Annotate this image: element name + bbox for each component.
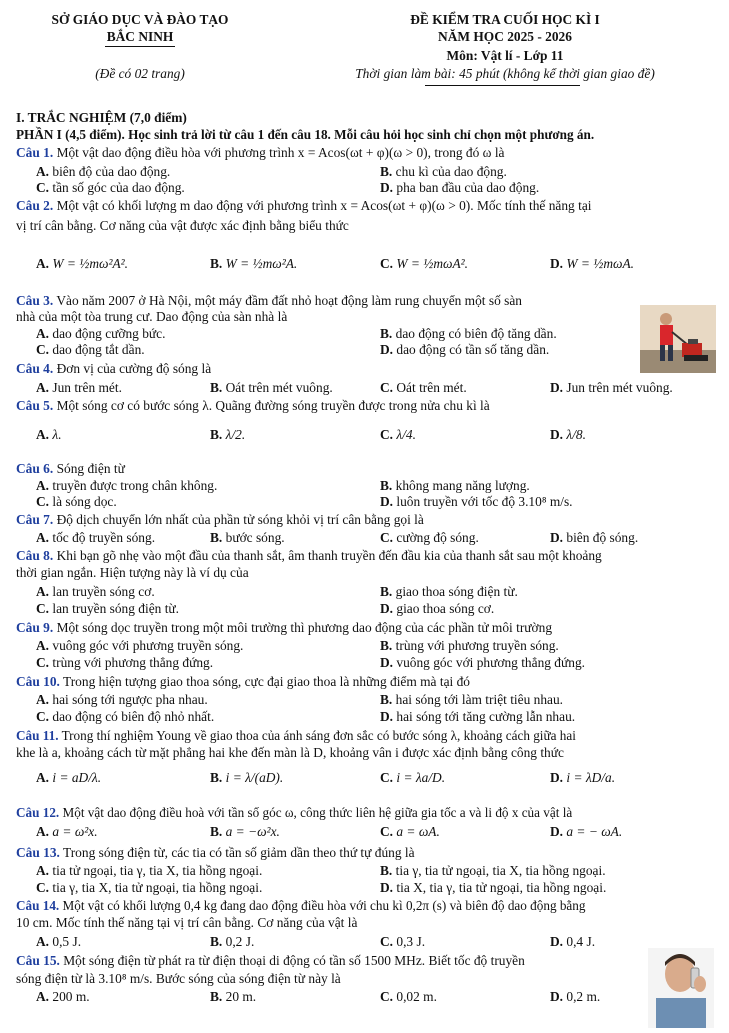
question-label: Câu 1. [16,145,54,160]
question-3-cont: nhà của một tòa trung cư. Dao động của sàn nhà là [16,309,288,324]
q2-option-b[interactable]: B. W = ½mω²A. [210,256,298,271]
q11-option-b[interactable]: B. i = λ/(aD). [210,770,284,785]
q11-option-a[interactable]: A. i = aD/λ. [36,770,102,785]
question-4: Câu 4. Đơn vị của cường độ sóng là [16,361,212,376]
q6-option-b[interactable]: B. không mang năng lượng. [380,478,530,493]
q5-option-d[interactable]: D. λ/8. [550,427,586,442]
q12-option-a[interactable]: A. a = ω²x. [36,824,98,839]
q2-option-c[interactable]: C. W = ½mωA². [380,256,468,271]
q1-option-a[interactable]: A. biên độ của dao động. [36,164,171,179]
question-14-cont: 10 cm. Mốc tính thế năng tại vị trí cân bằng. Cơ năng của vật là [16,915,358,930]
question-9: Câu 9. Một sóng dọc truyền trong một môi trường thì phương dao động của các phần tử môi trường [16,620,553,635]
q10-option-d[interactable]: D. hai sóng tới tăng cường lẫn nhau. [380,709,576,724]
q3-option-b[interactable]: B. dao động có biên độ tăng dần. [380,326,557,341]
q13-option-d[interactable]: D. tia X, tia γ, tia tử ngoại, tia hồng ngoại. [380,880,607,895]
q12-option-c[interactable]: C. a = ωA. [380,824,440,839]
q10-option-c[interactable]: C. dao động có biên độ nhỏ nhất. [36,709,215,724]
q15-option-b[interactable]: B. 20 m. [210,989,257,1004]
exam-time: Thời gian làm bài: 45 phút (không kể thời gian giao đề) [355,66,655,81]
question-11-cont: khe là a, khoảng cách từ mặt phẳng hai khe đến màn là D, khoảng vân i được xác định bằng công thức [16,745,564,760]
q7-option-b[interactable]: B. bước sóng. [210,530,285,545]
q15-option-c[interactable]: C. 0,02 m. [380,989,437,1004]
question-7: Câu 7. Độ dịch chuyển lớn nhất của phần tử sóng khỏi vị trí cân bằng gọi là [16,512,424,527]
q2-option-a[interactable]: A. W = ½mω²A². [36,256,129,271]
part-instructions: PHẦN I (4,5 điểm). Học sinh trả lời từ câu 1 đến câu 18. Mỗi câu hỏi học sinh chỉ chọn một phương án. [16,127,595,142]
q6-option-d[interactable]: D. luôn truyền với tốc độ 3.10⁸ m/s. [380,494,573,509]
question-13: Câu 13. Trong sóng điện từ, các tia có tần số giảm dần theo thứ tự đúng là [16,845,415,860]
org-underline [105,46,175,47]
question-8: Câu 8. Khi bạn gõ nhẹ vào một đầu của thanh sắt, âm thanh truyền đến đầu kia của thanh sắt sau một khoảng [16,548,602,563]
q9-option-a[interactable]: A. vuông góc với phương truyền sóng. [36,638,244,653]
q12-option-b[interactable]: B. a = −ω²x. [210,824,280,839]
question-text: Một vật dao động điều hòa với phương trình x = Acos(ωt + φ)(ω > 0), trong đó ω là [56,145,505,160]
q4-option-a[interactable]: A. Jun trên mét. [36,380,122,395]
page-count: (Đề có 02 trang) [95,66,185,81]
q5-option-a[interactable]: A. λ. [36,427,62,442]
question-12: Câu 12. Một vật dao động điều hoà với tần số góc ω, công thức liên hệ giữa gia tốc a và li độ x của vật là [16,805,573,820]
q3-option-a[interactable]: A. dao động cưỡng bức. [36,326,166,341]
q7-option-c[interactable]: C. cường độ sóng. [380,530,479,545]
q14-option-d[interactable]: D. 0,4 J. [550,934,596,949]
q5-option-b[interactable]: B. λ/2. [210,427,246,442]
question-15: Câu 15. Một sóng điện từ phát ra từ điện thoại di động có tần số 1500 MHz. Biết tốc độ truyền [16,953,525,968]
question-8-cont: thời gian ngắn. Hiện tượng này là ví dụ của [16,565,249,580]
question-1 [16,145,505,161]
question-6: Câu 6. Sóng điện từ [16,461,125,476]
q4-option-b[interactable]: B. Oát trên mét vuông. [210,380,333,395]
q9-option-d[interactable]: D. vuông góc với phương thẳng đứng. [380,655,585,670]
q6-option-c[interactable]: C. là sóng dọc. [36,494,117,509]
q7-option-a[interactable]: A. tốc độ truyền sóng. [36,530,156,545]
q15-option-d[interactable]: D. 0,2 m. [550,989,601,1004]
question-11: Câu 11. Trong thí nghiệm Young về giao thoa của ánh sáng đơn sắc có bước sóng λ, khoảng cách giữa hai [16,728,576,743]
q11-option-d[interactable]: D. i = λD/a. [550,770,616,785]
q4-option-d[interactable]: D. Jun trên mét vuông. [550,380,673,395]
question-5: Câu 5. Một sóng cơ có bước sóng λ. Quãng đường sóng truyền được trong nửa chu kì là [16,398,490,413]
q15-option-a[interactable]: A. 200 m. [36,989,90,1004]
question-10: Câu 10. Trong hiện tượng giao thoa sóng, cực đại giao thoa là những điểm mà tại đó [16,674,470,689]
q5-option-c[interactable]: C. λ/4. [380,427,416,442]
q3-option-d[interactable]: D. dao động có tần số tăng dần. [380,342,550,357]
q12-option-d[interactable]: D. a = − ωA. [550,824,623,839]
q1-option-b[interactable]: B. chu kì của dao động. [380,164,507,179]
question-2: Câu 2. Một vật có khối lượng m dao động với phương trình x = Acos(ωt + φ)(ω > 0). Mốc tính thế năng tại [16,198,592,213]
question-14: Câu 14. Một vật có khối lượng 0,4 kg đang dao động điều hòa với chu kì 0,2π (s) và biên độ dao động bằng [16,898,586,913]
q1-option-d[interactable]: D. pha ban đầu của dao động. [380,180,540,195]
org-province: BẮC NINH [106,29,174,44]
q13-option-b[interactable]: B. tia γ, tia tử ngoại, tia X, tia hồng ngoại. [380,863,606,878]
q8-option-d[interactable]: D. giao thoa sóng cơ. [380,601,495,616]
compactor-worker-image [640,305,716,373]
school-year: NĂM HỌC 2025 - 2026 [438,29,572,44]
q9-option-b[interactable]: B. trùng với phương truyền sóng. [380,638,559,653]
q8-option-b[interactable]: B. giao thoa sóng điện từ. [380,584,518,599]
q2-option-d[interactable]: D. W = ½mωA. [550,256,634,271]
q8-option-a[interactable]: A. lan truyền sóng cơ. [36,584,155,599]
q14-option-c[interactable]: C. 0,3 J. [380,934,426,949]
q8-option-c[interactable]: C. lan truyền sóng điện từ. [36,601,180,616]
question-15-cont: sóng điện từ là 3.10⁸ m/s. Bước sóng của sóng điện từ này là [16,971,341,986]
org-name: SỞ GIÁO DỤC VÀ ĐÀO TẠO [51,12,229,27]
question-3: Câu 3. Vào năm 2007 ở Hà Nội, một máy đầm đất nhỏ hoạt động làm rung chuyển một số sàn [16,293,522,308]
exam-title: ĐỀ KIỂM TRA CUỐI HỌC KÌ I [410,12,600,27]
section-title: I. TRẮC NGHIỆM (7,0 điểm) [16,110,187,125]
q13-option-a[interactable]: A. tia tử ngoại, tia γ, tia X, tia hồng ngoại. [36,863,263,878]
time-underline [425,85,580,86]
q11-option-c[interactable]: C. i = λa/D. [380,770,446,785]
q10-option-b[interactable]: B. hai sóng tới làm triệt tiêu nhau. [380,692,564,707]
q10-option-a[interactable]: A. hai sóng tới ngược pha nhau. [36,692,208,707]
question-2-cont: vị trí cân bằng. Cơ năng của vật được xác định bằng biểu thức [16,218,349,233]
q9-option-c[interactable]: C. trùng với phương thẳng đứng. [36,655,214,670]
q7-option-d[interactable]: D. biên độ sóng. [550,530,639,545]
q13-option-c[interactable]: C. tia γ, tia X, tia tử ngoại, tia hồng ngoại. [36,880,263,895]
q6-option-a[interactable]: A. truyền được trong chân không. [36,478,218,493]
q3-option-c[interactable]: C. dao động tắt dần. [36,342,145,357]
q14-option-b[interactable]: B. 0,2 J. [210,934,255,949]
q1-option-c[interactable]: C. tần số góc của dao động. [36,180,185,195]
q14-option-a[interactable]: A. 0,5 J. [36,934,82,949]
phone-user-image [648,948,714,1028]
q4-option-c[interactable]: C. Oát trên mét. [380,380,467,395]
subject: Môn: Vật lí - Lớp 11 [446,48,564,63]
